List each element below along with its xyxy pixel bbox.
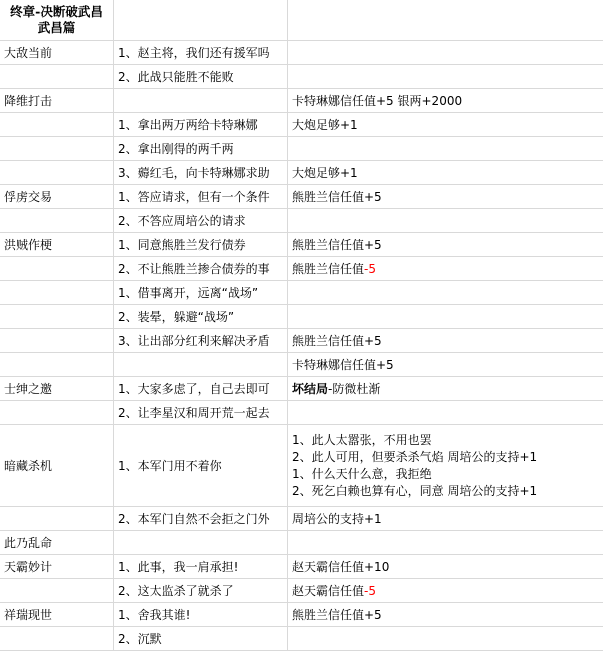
choice-text: 3、让出部分红利来解决矛盾: [114, 329, 288, 352]
section-label: [0, 579, 114, 602]
result-prefix: 赵天霸信任值: [292, 584, 365, 598]
table-row: [0, 531, 603, 555]
result-text: [288, 65, 603, 88]
table-row: [0, 113, 603, 137]
result-text: [288, 425, 603, 506]
table-row: [0, 209, 603, 233]
result-text: [288, 41, 603, 64]
section-label: [0, 507, 114, 530]
result-text: 大炮足够+1: [292, 166, 358, 180]
choice-text: 1、舍我其谁!: [114, 603, 288, 626]
table-row: [0, 425, 603, 507]
table-header-row: [0, 0, 603, 41]
choice-text: [114, 531, 288, 554]
choice-text: 2、这太监杀了就杀了: [114, 579, 288, 602]
choice-text: 3、薅红毛，向卡特琳娜求助: [114, 161, 288, 184]
section-label: [0, 257, 114, 280]
section-label: [0, 161, 114, 184]
result-text: [288, 305, 603, 328]
choice-text: 1、赵主将，我们还有援军吗: [114, 41, 288, 64]
result-text: 大炮足够+1: [292, 118, 358, 132]
table-row: [0, 65, 603, 89]
result-text: 卡特琳娜信任值+5: [292, 358, 394, 372]
choice-text: 1、此事，我一肩承担!: [114, 555, 288, 578]
ending-name: -防微杜渐: [328, 382, 381, 396]
choice-text: 2、不答应周培公的请求: [114, 209, 288, 232]
table-row: [0, 401, 603, 425]
section-label: 祥瑞现世: [0, 603, 114, 626]
choice-text: 1、借事离开，远离“战场”: [114, 281, 288, 304]
section-label: [0, 401, 114, 424]
chapter-title: 终章-决断破武昌 武昌篇: [0, 0, 114, 40]
table-row: [0, 233, 603, 257]
choice-text: 2、让李星汉和周开荒一起去: [114, 401, 288, 424]
result-text: 熊胜兰信任值+5: [292, 334, 382, 348]
table-row: [0, 627, 603, 651]
negative-value: -5: [364, 261, 376, 276]
result-text: 周培公的支持+1: [292, 512, 382, 526]
result-line: 2、此人可用，但要杀杀气焰 周培公的支持+1: [292, 449, 538, 464]
choice-text: 1、本军门用不着你: [114, 425, 288, 506]
result-text: [288, 137, 603, 160]
choice-text: 2、沉默: [114, 627, 288, 650]
result-text: 赵天霸信任值+10: [292, 560, 390, 574]
table-row: [0, 377, 603, 401]
result-text: [288, 209, 603, 232]
choice-text: 1、拿出两万两给卡特琳娜: [114, 113, 288, 136]
section-label: [0, 329, 114, 352]
result-text: [288, 627, 603, 650]
result-text: [288, 579, 603, 602]
bad-ending-label: 坏结局: [292, 382, 329, 396]
result-text: [288, 257, 603, 280]
choice-text: 1、大家多虑了，自己去即可: [114, 377, 288, 400]
table-row: [0, 137, 603, 161]
choice-text: 2、此战只能胜不能败: [114, 65, 288, 88]
section-label: [0, 65, 114, 88]
choice-text: [114, 89, 288, 112]
table-row: [0, 161, 603, 185]
result-text: [288, 377, 603, 400]
result-text: 熊胜兰信任值+5: [292, 190, 382, 204]
section-label: [0, 113, 114, 136]
choice-text: 1、同意熊胜兰发行债券: [114, 233, 288, 256]
section-label: 洪贼作梗: [0, 233, 114, 256]
result-text: 熊胜兰信任值+5: [292, 608, 382, 622]
table-row: [0, 41, 603, 65]
result-text: 卡特琳娜信任值+5 银两+2000: [292, 94, 463, 108]
choice-text: [114, 353, 288, 376]
header-cell-2: [114, 0, 288, 40]
table-row: [0, 89, 603, 113]
table-row: [0, 257, 603, 281]
result-line: 1、此人太嚣张，不用也罢: [292, 432, 432, 447]
result-text: [288, 401, 603, 424]
result-prefix: 熊胜兰信任值: [292, 262, 365, 276]
result-text: 熊胜兰信任值+5: [292, 238, 382, 252]
table-row: [0, 555, 603, 579]
header-cell-3: [288, 0, 603, 40]
table-row: [0, 281, 603, 305]
section-label: 俘虏交易: [0, 185, 114, 208]
table-row: [0, 353, 603, 377]
section-label: 天霸妙计: [0, 555, 114, 578]
section-label: [0, 137, 114, 160]
section-label: [0, 627, 114, 650]
negative-value: -5: [364, 583, 376, 598]
result-text: [288, 281, 603, 304]
table-row: [0, 603, 603, 627]
choice-text: 2、拿出刚得的两千两: [114, 137, 288, 160]
section-label: 士绅之邀: [0, 377, 114, 400]
section-label: 此乃乱命: [0, 531, 114, 554]
result-text: [288, 531, 603, 554]
table-row: [0, 305, 603, 329]
table-row: [0, 329, 603, 353]
choice-text: 2、本军门自然不会拒之门外: [114, 507, 288, 530]
section-label: [0, 305, 114, 328]
section-label: [0, 209, 114, 232]
table-row: [0, 507, 603, 531]
table-row: [0, 185, 603, 209]
choice-text: 1、答应请求，但有一个条件: [114, 185, 288, 208]
table-row: [0, 579, 603, 603]
result-line: 2、死乞白赖也算有心，同意 周培公的支持+1: [292, 483, 538, 498]
section-label: [0, 353, 114, 376]
result-line: 1、什么天什么意，我拒绝: [292, 466, 432, 481]
section-label: [0, 281, 114, 304]
section-label: 大敌当前: [0, 41, 114, 64]
section-label: 暗藏杀机: [0, 425, 114, 506]
choice-text: 2、装晕，躲避“战场”: [114, 305, 288, 328]
choice-text: 2、不让熊胜兰掺合债券的事: [114, 257, 288, 280]
section-label: 降维打击: [0, 89, 114, 112]
